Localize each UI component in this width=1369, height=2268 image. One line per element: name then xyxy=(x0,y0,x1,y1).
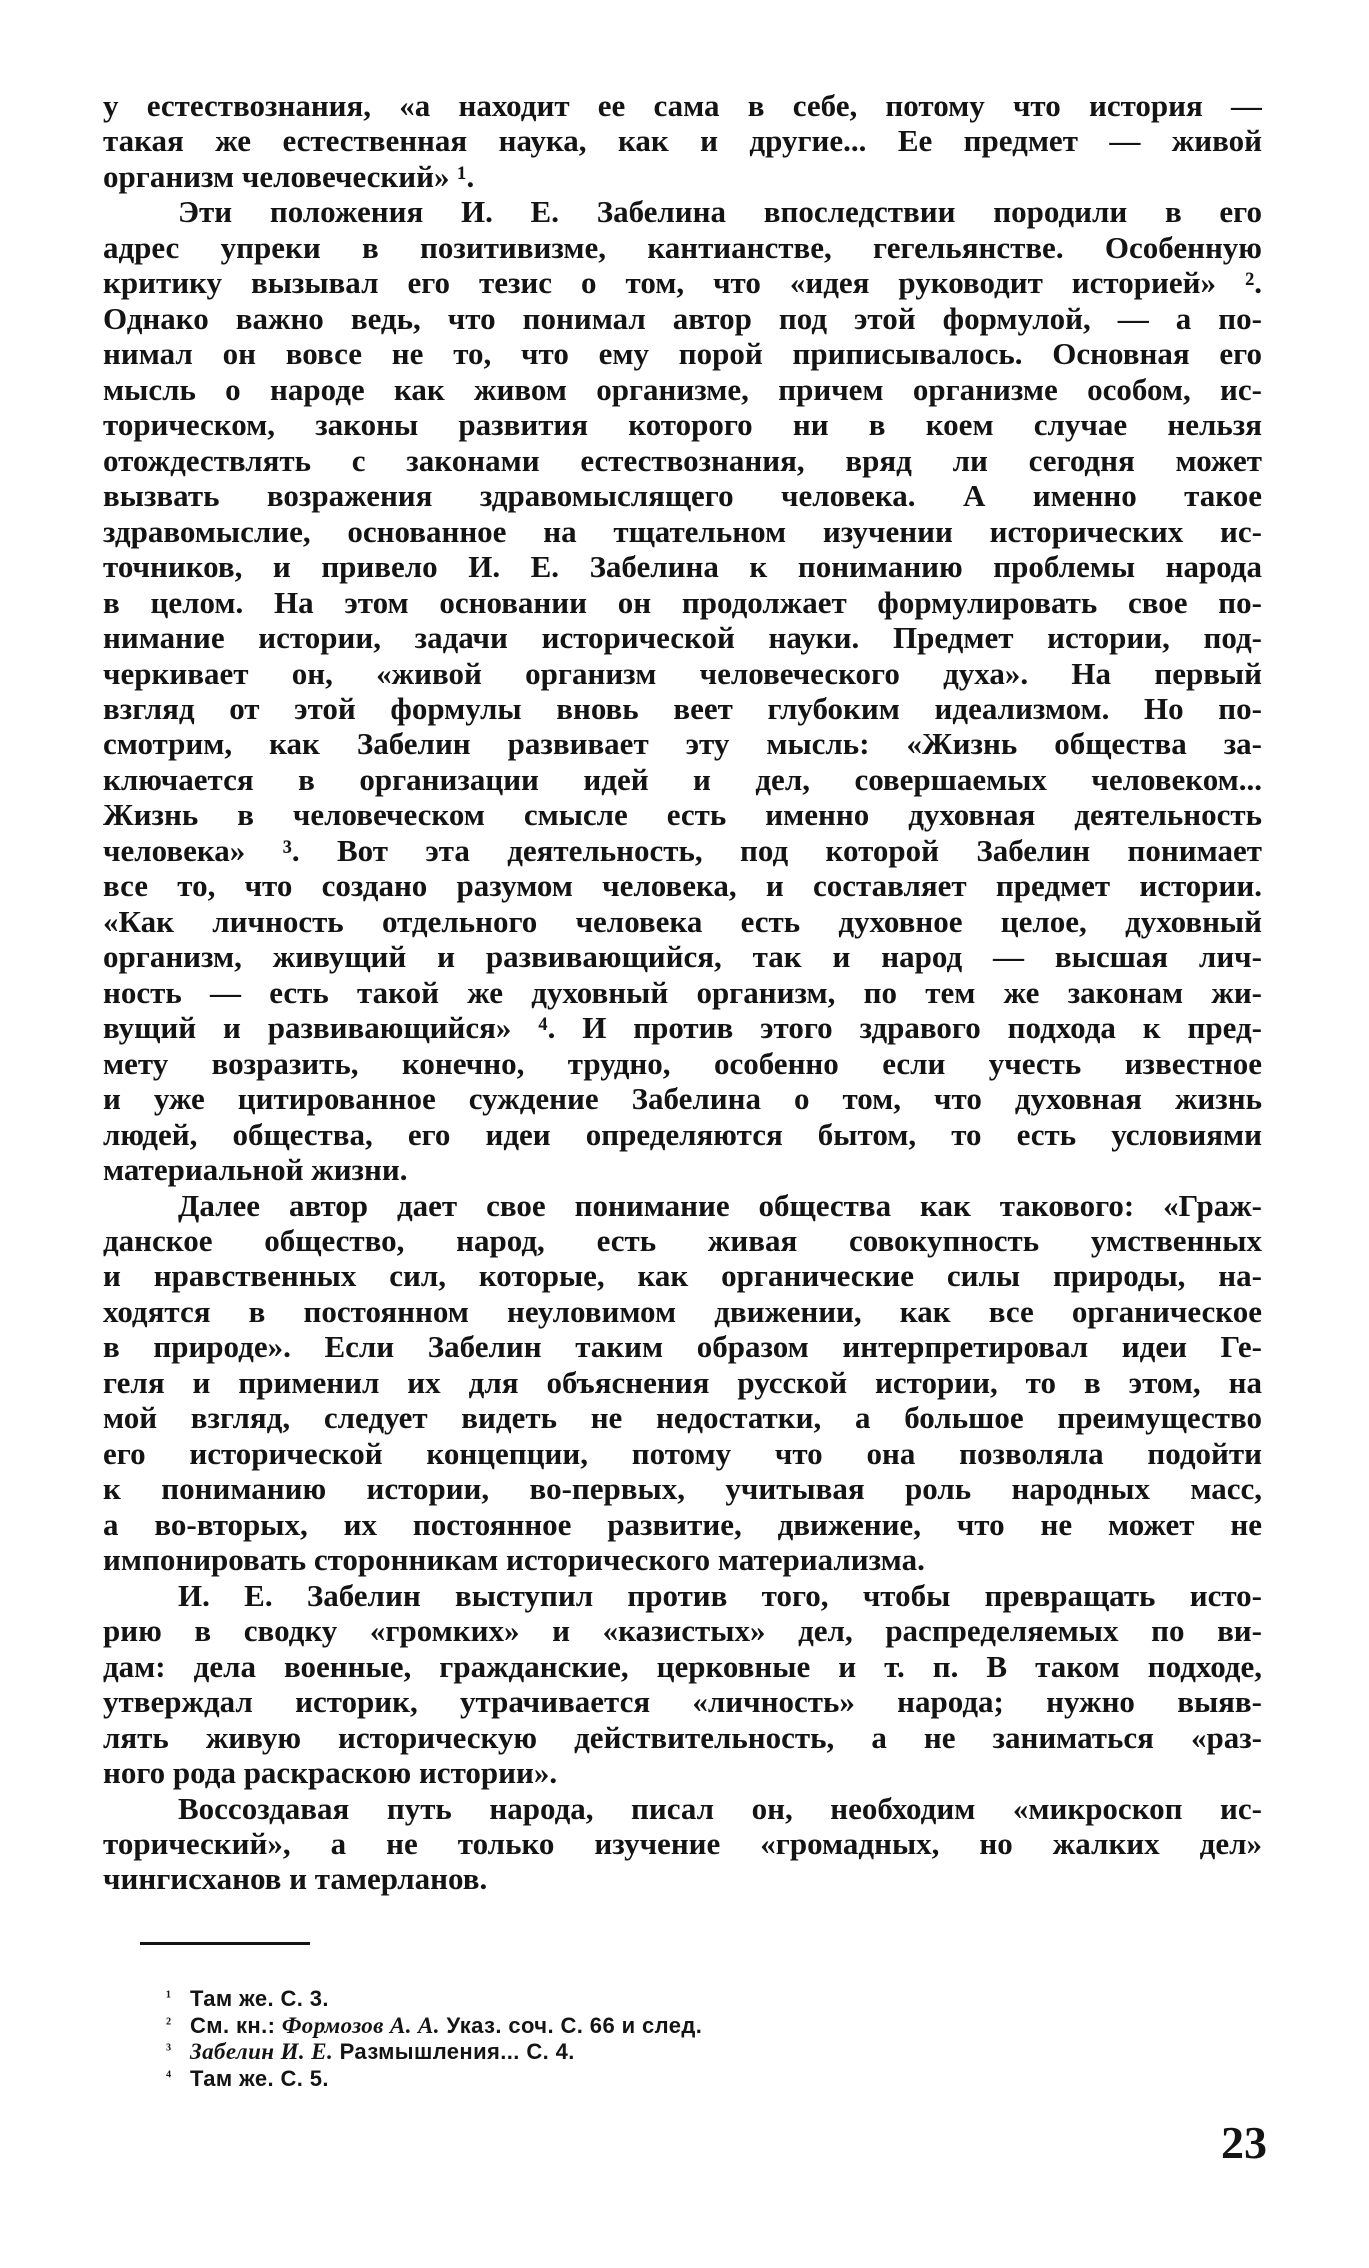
text-line: в природе». Если Забелин таким образом интерпретировал идеи Ге- xyxy=(103,1329,1262,1365)
text-line: чингисханов и тамерланов. xyxy=(103,1861,488,1897)
footnotes xyxy=(166,1984,1066,2091)
footnote-marker: ⁴ xyxy=(166,2067,172,2087)
text-line: нимал он вовсе не то, что ему порой приписывалось. Основная его xyxy=(103,336,1262,372)
text-line: ного рода раскраскою истории». xyxy=(103,1755,558,1791)
text-line: Воссоздавая путь народа, писал он, необходим «микроскоп ис- xyxy=(178,1790,1262,1826)
text-line: импонировать сторонникам исторического материализма. xyxy=(103,1542,925,1578)
text-line: вущий и развивающийся» ⁴. И против этого здравого подхода к пред- xyxy=(103,1010,1262,1046)
text-line: людей, общества, его идеи определяются бытом, то есть условиями xyxy=(103,1116,1262,1152)
text-line: И. Е. Забелин выступил против того, чтобы превращать исто- xyxy=(178,1577,1262,1613)
footnote-author: Формозов А. А. xyxy=(281,2012,440,2038)
page-number: 23 xyxy=(1221,2117,1267,2168)
text-line: а во-вторых, их постоянное развитие, движение, что не может не xyxy=(103,1506,1262,1542)
footnote-text: Указ. соч. С. 66 и след. xyxy=(439,2012,703,2038)
text-line: мету возразить, конечно, трудно, особенно если учесть известное xyxy=(103,1045,1262,1081)
text-line: торическом, законы развития которого ни в коем случае нельзя xyxy=(103,407,1262,443)
footnote-author: Забелин И. Е. xyxy=(190,2039,334,2065)
text-line: у естествознания, «а находит ее сама в себе, потому что история — xyxy=(103,88,1262,123)
text-line: такая же естественная наука, как и другие... Ее предмет — живой xyxy=(103,123,1262,159)
text-line: данское общество, народ, есть живая совокупность умственных xyxy=(103,1223,1262,1258)
footnote-text: См. кн.: xyxy=(190,2012,282,2038)
text-line: утверждал историк, утрачивается «личность» народа; нужно выяв- xyxy=(103,1684,1262,1720)
text-line: организм человеческий» ¹. xyxy=(103,158,475,194)
text-line: критику вызывал его тезис о том, что «идея руководит историей» ². xyxy=(103,265,1262,301)
text-line: геля и применил их для объяснения русской истории, то в этом, на xyxy=(103,1364,1262,1400)
footnote-marker: ¹ xyxy=(166,1987,172,2006)
text-line: организм, живущий и развивающийся, так и народ — высшая лич- xyxy=(103,939,1262,975)
text-line: здравомыслие, основанное на тщательном изучении исторических ис- xyxy=(103,513,1262,549)
text-line: Однако важно ведь, что понимал автор под этой формулой, — а по- xyxy=(103,300,1262,336)
footnote-marker: ³ xyxy=(166,2040,172,2060)
text-line: дам: дела военные, гражданские, церковные и т. п. В таком подходе, xyxy=(103,1648,1262,1684)
text-line: Далее автор дает свое понимание общества как такового: «Граж- xyxy=(178,1187,1262,1223)
footnote-text: Размышления... С. 4. xyxy=(333,2039,575,2065)
text-line: рию в сводку «громких» и «казистых» дел, распределяемых по ви- xyxy=(103,1613,1262,1649)
footnote-text: Там же. С. 5. xyxy=(190,2066,329,2092)
paragraph-continuation xyxy=(103,88,1262,194)
text-line: мысль о народе как живом организме, причем организме особом, ис- xyxy=(103,371,1262,407)
text-line: отождествлять с законами естествознания, вряд ли сегодня может xyxy=(103,442,1262,478)
text-line: лять живую историческую действительность, а не заниматься «раз- xyxy=(103,1719,1262,1755)
text-line: в целом. На этом основании он продолжает формулировать свое по- xyxy=(103,584,1262,620)
text-line: смотрим, как Забелин развивает эту мысль: «Жизнь общества за- xyxy=(103,726,1262,762)
text-line: и нравственных сил, которые, как органические силы природы, на- xyxy=(103,1258,1262,1294)
text-line: ходятся в постоянном неуловимом движении, как все органическое xyxy=(103,1293,1262,1329)
footnote-2 xyxy=(166,2011,1066,2038)
text-line: мой взгляд, следует видеть не недостатки, а большое преимущество xyxy=(103,1400,1262,1436)
paragraph xyxy=(103,1188,1262,1578)
text-line: взгляд от этой формулы вновь веет глубоким идеализмом. Но по- xyxy=(103,690,1262,726)
text-line: нимание истории, задачи исторической науки. Предмет истории, под- xyxy=(103,620,1262,656)
text-line: его исторической концепции, потому что она позволяла подойти xyxy=(103,1435,1262,1471)
text-line: человека» ³. Вот эта деятельность, под которой Забелин понимает xyxy=(103,832,1262,868)
footnote-separator xyxy=(140,1942,310,1945)
footnote-marker: ² xyxy=(166,2013,172,2033)
text-line: материальной жизни. xyxy=(103,1152,408,1188)
footnote-4 xyxy=(166,2064,1066,2091)
text-line: к пониманию истории, во-первых, учитывая роль народных масс, xyxy=(103,1471,1262,1507)
footnote-text: Там же. С. 3. xyxy=(190,1986,329,2011)
text-line: точников, и привело И. Е. Забелина к пониманию проблемы народа xyxy=(103,549,1262,585)
text-line: черкивает он, «живой организм человеческого духа». На первый xyxy=(103,655,1262,691)
paragraph xyxy=(103,1791,1262,1897)
text-line: «Как личность отдельного человека есть духовное целое, духовный xyxy=(103,903,1262,939)
main-text xyxy=(103,88,1262,1897)
text-line: и уже цитированное суждение Забелина о том, что духовная жизнь xyxy=(103,1081,1262,1117)
footnote-3 xyxy=(166,2037,1066,2064)
paragraph xyxy=(103,194,1262,1187)
text-line: торический», а не только изучение «громадных, но жалких дел» xyxy=(103,1825,1262,1861)
text-line: Эти положения И. Е. Забелина впоследствии породили в его xyxy=(178,194,1262,230)
text-line: Жизнь в человеческом смысле есть именно духовная деятельность xyxy=(103,797,1262,833)
text-line: вызвать возражения здравомыслящего человека. А именно такое xyxy=(103,478,1262,514)
text-line: ключается в организации идей и дел, совершаемых человеком... xyxy=(103,761,1262,797)
text-line: адрес упреки в позитивизме, кантианстве, гегельянстве. Особенную xyxy=(103,229,1262,265)
text-line: ность — есть такой же духовный организм, по тем же законам жи- xyxy=(103,974,1262,1010)
footnote-1 xyxy=(166,1984,1066,2011)
paragraph xyxy=(103,1578,1262,1791)
text-line: все то, что создано разумом человека, и составляет предмет истории. xyxy=(103,868,1262,904)
